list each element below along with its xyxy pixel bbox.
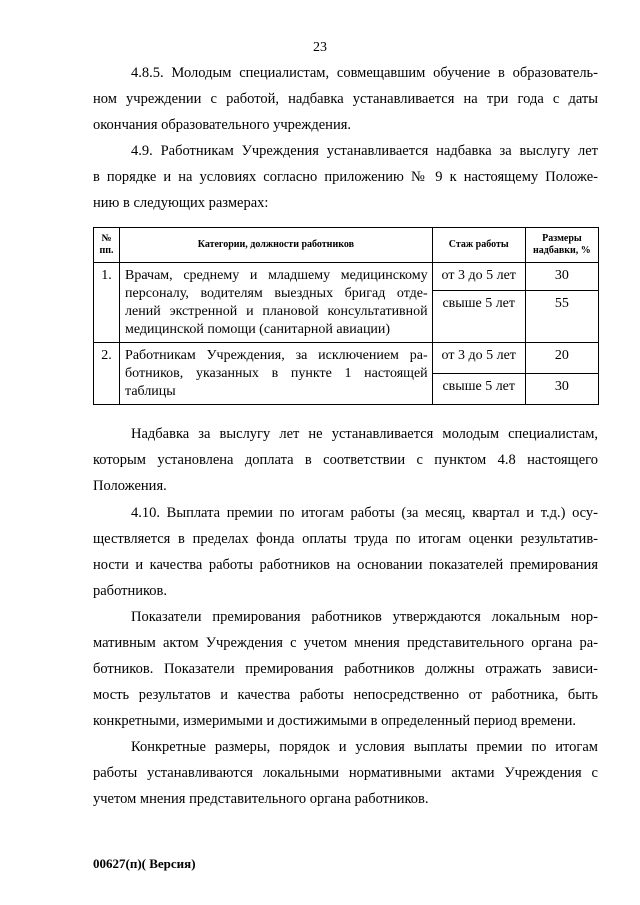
document-footer: 00627(п)( Версия) <box>93 856 196 871</box>
row-size: 30 <box>525 263 598 291</box>
category-line: медицинской помощи (санитарной авиации) <box>125 322 391 337</box>
paragraph-4-10 <box>93 500 598 604</box>
text-line: мость результатов и качества работы непосредственно от работника, быть <box>93 687 598 703</box>
text-line: окончания образовательного учреждения. <box>93 117 351 133</box>
text-line: ществляется в пределах фонда оплаты труда по итогам оценки результатив- <box>93 531 598 547</box>
text-line: нию в следующих размерах: <box>93 195 269 211</box>
text-line: Показатели премирования работников утверждаются локальным нор- <box>131 609 598 625</box>
paragraph-4-8-5 <box>93 60 598 138</box>
allowance-table <box>93 227 599 405</box>
category-line: лений экстренной и плановой консультативной <box>125 304 428 319</box>
paragraph-sizes <box>93 734 598 812</box>
row-size: 55 <box>525 290 598 342</box>
text-line: Надбавка за выслугу лет не устанавливается молодым специалистам, <box>131 426 598 442</box>
table-row <box>94 343 599 374</box>
header-category: Категории, должности работников <box>120 228 433 263</box>
row-category <box>120 263 433 343</box>
text-line: ном учреждении с работой, надбавка устанавливается на три года с даты <box>93 91 598 107</box>
page-number: 23 <box>313 40 327 55</box>
category-line: ботников, указанных в пункте 1 настоящей <box>125 366 428 381</box>
row-stazh: свыше 5 лет <box>432 374 525 405</box>
paragraph-indicators <box>93 604 598 734</box>
text-line: ности и качества работы работников на основании показателей премирования <box>93 557 598 573</box>
text-line: учетом мнения представительного органа работников. <box>93 791 429 807</box>
category-line: Врачам, среднему и младшему медицинскому <box>125 268 428 283</box>
paragraph-4-9 <box>93 138 598 216</box>
row-stazh: свыше 5 лет <box>432 290 525 342</box>
table-row <box>94 263 599 291</box>
text-line: 4.10. Выплата премии по итогам работы (за месяц, квартал и т.д.) осу- <box>131 505 598 521</box>
row-num: 1. <box>94 263 120 343</box>
category-line: таблицы <box>125 384 176 399</box>
header-num: № пп. <box>94 228 120 263</box>
text-line: работников. <box>93 583 168 599</box>
text-line: которым установлена доплата в соответствии с пунктом 4.8 настоящего <box>93 452 598 468</box>
row-category <box>120 343 433 405</box>
table-header-row <box>94 228 599 263</box>
text-line: работы устанавливаются локальными нормативными актами Учреждения с <box>93 765 598 781</box>
paragraph-note <box>93 421 598 499</box>
row-size: 20 <box>525 343 598 374</box>
header-stazh: Стаж работы <box>432 228 525 263</box>
text-line: конкретными, измеримыми и достижимыми в определенный период времени. <box>93 713 577 729</box>
text-line: мативным актом Учреждения с учетом мнения представительного органа ра- <box>93 635 598 651</box>
text-line: Положения. <box>93 478 167 494</box>
header-size: Размеры надбавки, % <box>525 228 598 263</box>
text-line: Конкретные размеры, порядок и условия выплаты премии по итогам <box>131 739 598 755</box>
text-line: 4.8.5. Молодым специалистам, совмещавшим обучение в образователь- <box>131 65 598 81</box>
text-line: 4.9. Работникам Учреждения устанавливается надбавка за выслугу лет <box>131 143 598 159</box>
category-line: Работникам Учреждения, за исключением ра- <box>125 348 428 363</box>
row-stazh: от 3 до 5 лет <box>432 263 525 291</box>
text-line: в порядке и на условиях согласно приложению № 9 к настоящему Положе- <box>93 169 598 185</box>
row-size: 30 <box>525 374 598 405</box>
row-num: 2. <box>94 343 120 405</box>
text-line: ботников. Показатели премирования работников должны отражать зависи- <box>93 661 598 677</box>
category-line: персоналу, водителям выездных бригад отде- <box>125 286 428 301</box>
row-stazh: от 3 до 5 лет <box>432 343 525 374</box>
